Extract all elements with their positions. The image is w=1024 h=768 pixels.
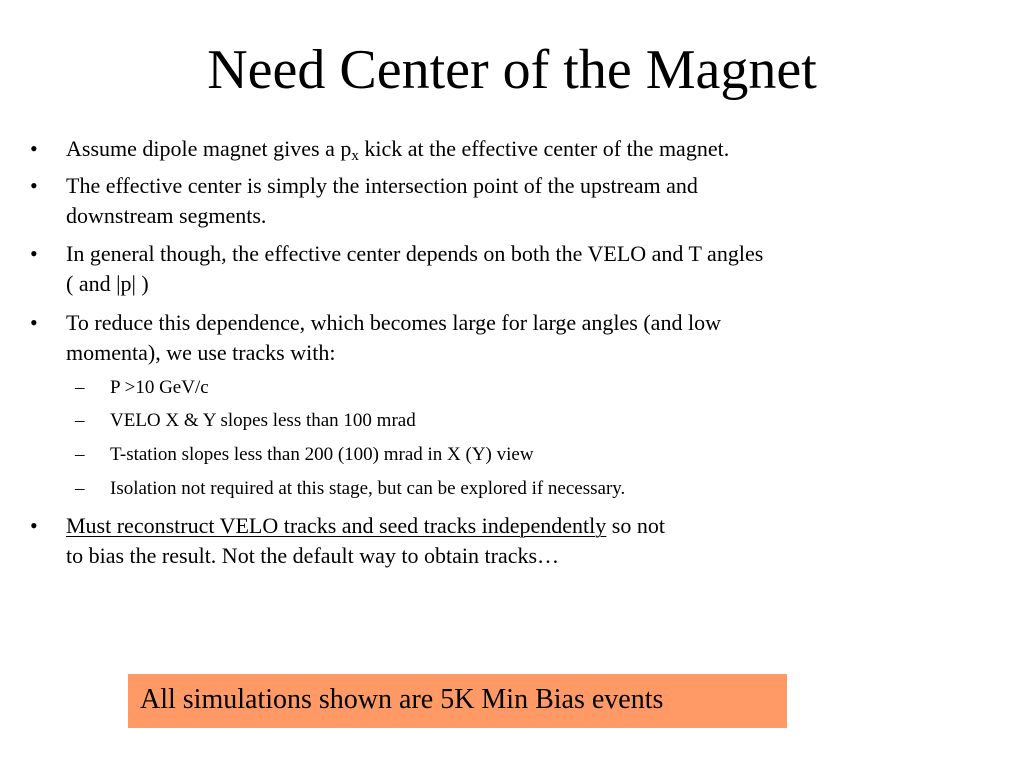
bullet-3-line-2: ( and |p| ) — [66, 271, 149, 296]
bullet-marker: • — [30, 136, 38, 161]
bullet-1-text-pre: Assume dipole magnet gives a p — [66, 136, 352, 161]
bullet-5-line-1 — [66, 511, 665, 541]
sub-bullet-marker: – — [75, 444, 85, 465]
bullet-2-line-2: downstream segments. — [66, 203, 267, 228]
sub-bullet-marker: – — [75, 377, 85, 398]
px-subscript: x — [351, 148, 359, 164]
simulation-note-text: All simulations shown are 5K Min Bias events — [140, 684, 664, 715]
bullet-marker: • — [30, 310, 38, 335]
sub-bullet-3: T-station slopes less than 200 (100) mrad in X (Y) view — [110, 444, 534, 465]
bullet-1-text-post: kick at the effective center of the magnet. — [358, 136, 730, 161]
bullet-4-line-2: momenta), we use tracks with: — [66, 340, 336, 365]
bullet-marker: • — [30, 241, 38, 266]
bullet-5-text-rest: so not — [606, 513, 665, 538]
bullet-marker: • — [30, 173, 38, 198]
bullet-4-line-1: To reduce this dependence, which becomes large for large angles (and low — [66, 310, 721, 335]
sub-bullet-4: Isolation not required at this stage, but can be explored if necessary. — [110, 478, 626, 499]
sub-bullet-marker: – — [75, 478, 85, 499]
slide-title: Need Center of the Magnet — [207, 39, 817, 101]
bullet-1-line-1 — [66, 134, 729, 164]
sub-bullet-1: P >10 GeV/c — [110, 377, 209, 398]
bullet-marker: • — [30, 513, 38, 538]
sub-bullet-2: VELO X & Y slopes less than 100 mrad — [110, 410, 416, 431]
bullet-5-line-2: to bias the result. Not the default way to obtain tracks… — [66, 543, 560, 568]
bullet-2-line-1: The effective center is simply the intersection point of the upstream and — [66, 173, 698, 198]
simulation-note-box — [128, 674, 787, 728]
bullet-3-line-1: In general though, the effective center depends on both the VELO and T angles — [66, 241, 764, 266]
bullet-5-underlined-text: Must reconstruct VELO tracks and seed tracks independently — [66, 513, 607, 538]
sub-bullet-marker: – — [75, 410, 85, 431]
